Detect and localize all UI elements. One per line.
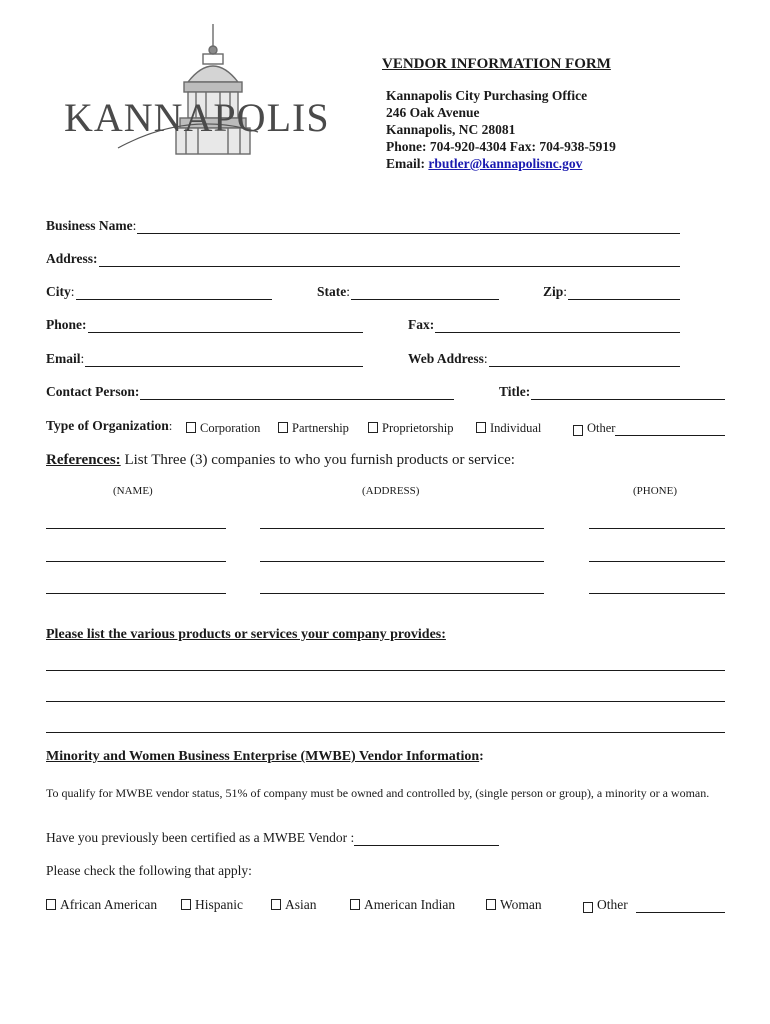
office-email-label: Email:	[386, 156, 425, 171]
email-line[interactable]	[85, 354, 363, 367]
business-name-label: Business Name	[46, 218, 133, 233]
city-line[interactable]	[76, 287, 272, 300]
ref-col-address: (ADDRESS)	[362, 485, 420, 497]
business-name-field[interactable]: Business Name :	[46, 218, 680, 234]
mwbe-certified-question: Have you previously been certified as a MWBE Vendor :	[46, 830, 355, 845]
mwbe-heading: Minority and Women Business Enterprise (MWBE) Vendor Information	[46, 749, 480, 764]
ref1-phone-line[interactable]	[589, 528, 725, 529]
ref2-phone-line[interactable]	[589, 561, 725, 562]
org-option-partnership[interactable]: Partnership	[278, 421, 349, 436]
state-label: State	[317, 284, 347, 299]
state-field[interactable]: State :	[317, 284, 499, 300]
checkbox-icon[interactable]	[271, 899, 281, 910]
fax-line[interactable]	[435, 320, 680, 333]
phone-label: Phone:	[46, 317, 87, 332]
ref3-name-line[interactable]	[46, 593, 226, 594]
checkbox-icon[interactable]	[573, 425, 583, 436]
organization-type-label: Type of Organization	[46, 418, 169, 433]
kannapolis-logo	[58, 20, 330, 160]
fax-field[interactable]	[408, 317, 680, 333]
mwbe-option-asian[interactable]: Asian	[271, 897, 317, 913]
org-other-line[interactable]	[615, 424, 725, 436]
products-line-3[interactable]	[46, 732, 725, 733]
address-line[interactable]	[99, 254, 680, 267]
state-line[interactable]	[351, 287, 499, 300]
mwbe-option-african-american[interactable]: African American	[46, 897, 157, 913]
checkbox-icon[interactable]	[46, 899, 56, 910]
checkbox-icon[interactable]	[583, 902, 593, 913]
products-heading: Please list the various products or services your company provides:	[46, 627, 446, 642]
form-title: VENDOR INFORMATION FORM	[382, 56, 611, 72]
org-option-individual[interactable]: Individual	[476, 421, 541, 436]
products-line-1[interactable]	[46, 670, 725, 671]
city-label: City	[46, 284, 71, 299]
title-field[interactable]	[499, 384, 725, 400]
phone-field[interactable]	[46, 317, 363, 333]
mwbe-option-other[interactable]: Other	[583, 897, 725, 913]
email-label: Email	[46, 351, 81, 366]
title-label: Title:	[499, 384, 531, 399]
ref2-name-line[interactable]	[46, 561, 226, 562]
phone-line[interactable]	[88, 320, 364, 333]
office-city-state-zip: Kannapolis, NC 28081	[386, 122, 516, 137]
checkbox-icon[interactable]	[368, 422, 378, 433]
org-option-corporation[interactable]: Corporation	[186, 421, 260, 436]
zip-label: Zip	[543, 284, 564, 299]
org-option-other[interactable]: Other	[573, 421, 725, 436]
office-street: 246 Oak Avenue	[386, 105, 480, 120]
mwbe-option-woman[interactable]: Woman	[486, 897, 542, 913]
web-address-label: Web Address	[408, 351, 484, 366]
office-email-row	[386, 155, 616, 172]
business-name-line[interactable]	[137, 221, 680, 234]
org-option-proprietorship[interactable]: Proprietorship	[368, 421, 454, 436]
ref1-address-line[interactable]	[260, 528, 544, 529]
ref3-phone-line[interactable]	[589, 593, 725, 594]
email-field[interactable]: Email :	[46, 351, 363, 367]
mwbe-option-hispanic[interactable]: Hispanic	[181, 897, 243, 913]
contact-person-field[interactable]	[46, 384, 454, 400]
ref1-name-line[interactable]	[46, 528, 226, 529]
references-label: References:	[46, 452, 121, 468]
organization-type-row: Type of Organization:	[46, 418, 173, 433]
checkbox-icon[interactable]	[486, 899, 496, 910]
mwbe-qualify-text: To qualify for MWBE vendor status, 51% of company must be owned and controlled by, (single person or group), a minority or a woman.	[46, 786, 710, 800]
ref2-address-line[interactable]	[260, 561, 544, 562]
mwbe-certified-row[interactable]	[46, 830, 499, 846]
products-line-2[interactable]	[46, 701, 725, 702]
ref-col-phone: (PHONE)	[633, 485, 677, 497]
mwbe-heading-row: Minority and Women Business Enterprise (MWBE) Vendor Information:	[46, 749, 484, 764]
office-contact-block	[386, 87, 616, 172]
mwbe-certified-line[interactable]	[354, 833, 499, 846]
ref3-address-line[interactable]	[260, 593, 544, 594]
address-field[interactable]	[46, 251, 680, 267]
checkbox-icon[interactable]	[278, 422, 288, 433]
mwbe-option-american-indian[interactable]: American Indian	[350, 897, 455, 913]
web-address-line[interactable]	[489, 354, 680, 367]
references-heading	[46, 452, 515, 469]
address-label: Address:	[46, 251, 98, 266]
office-email-link[interactable]: rbutler@kannapolisnc.gov	[428, 156, 583, 171]
logo-wordmark: KANNAPOLIS	[64, 95, 330, 140]
references-text: List Three (3) companies to who you furnish products or service:	[124, 452, 515, 468]
contact-person-label: Contact Person:	[46, 384, 140, 399]
fax-label: Fax:	[408, 317, 435, 332]
city-field[interactable]: City :	[46, 284, 272, 300]
checkbox-icon[interactable]	[186, 422, 196, 433]
office-phone-fax: Phone: 704-920-4304 Fax: 704-938-5919	[386, 139, 616, 154]
zip-line[interactable]	[568, 287, 680, 300]
office-name: Kannapolis City Purchasing Office	[386, 88, 588, 103]
contact-person-line[interactable]	[140, 387, 454, 400]
zip-field[interactable]: Zip :	[543, 284, 680, 300]
ref-col-name: (NAME)	[113, 485, 153, 497]
title-line[interactable]	[531, 387, 725, 400]
mwbe-other-line[interactable]	[636, 900, 725, 913]
checkbox-icon[interactable]	[350, 899, 360, 910]
checkbox-icon[interactable]	[476, 422, 486, 433]
checkbox-icon[interactable]	[181, 899, 191, 910]
mwbe-check-prompt: Please check the following that apply:	[46, 863, 252, 878]
web-address-field[interactable]: Web Address :	[408, 351, 680, 367]
